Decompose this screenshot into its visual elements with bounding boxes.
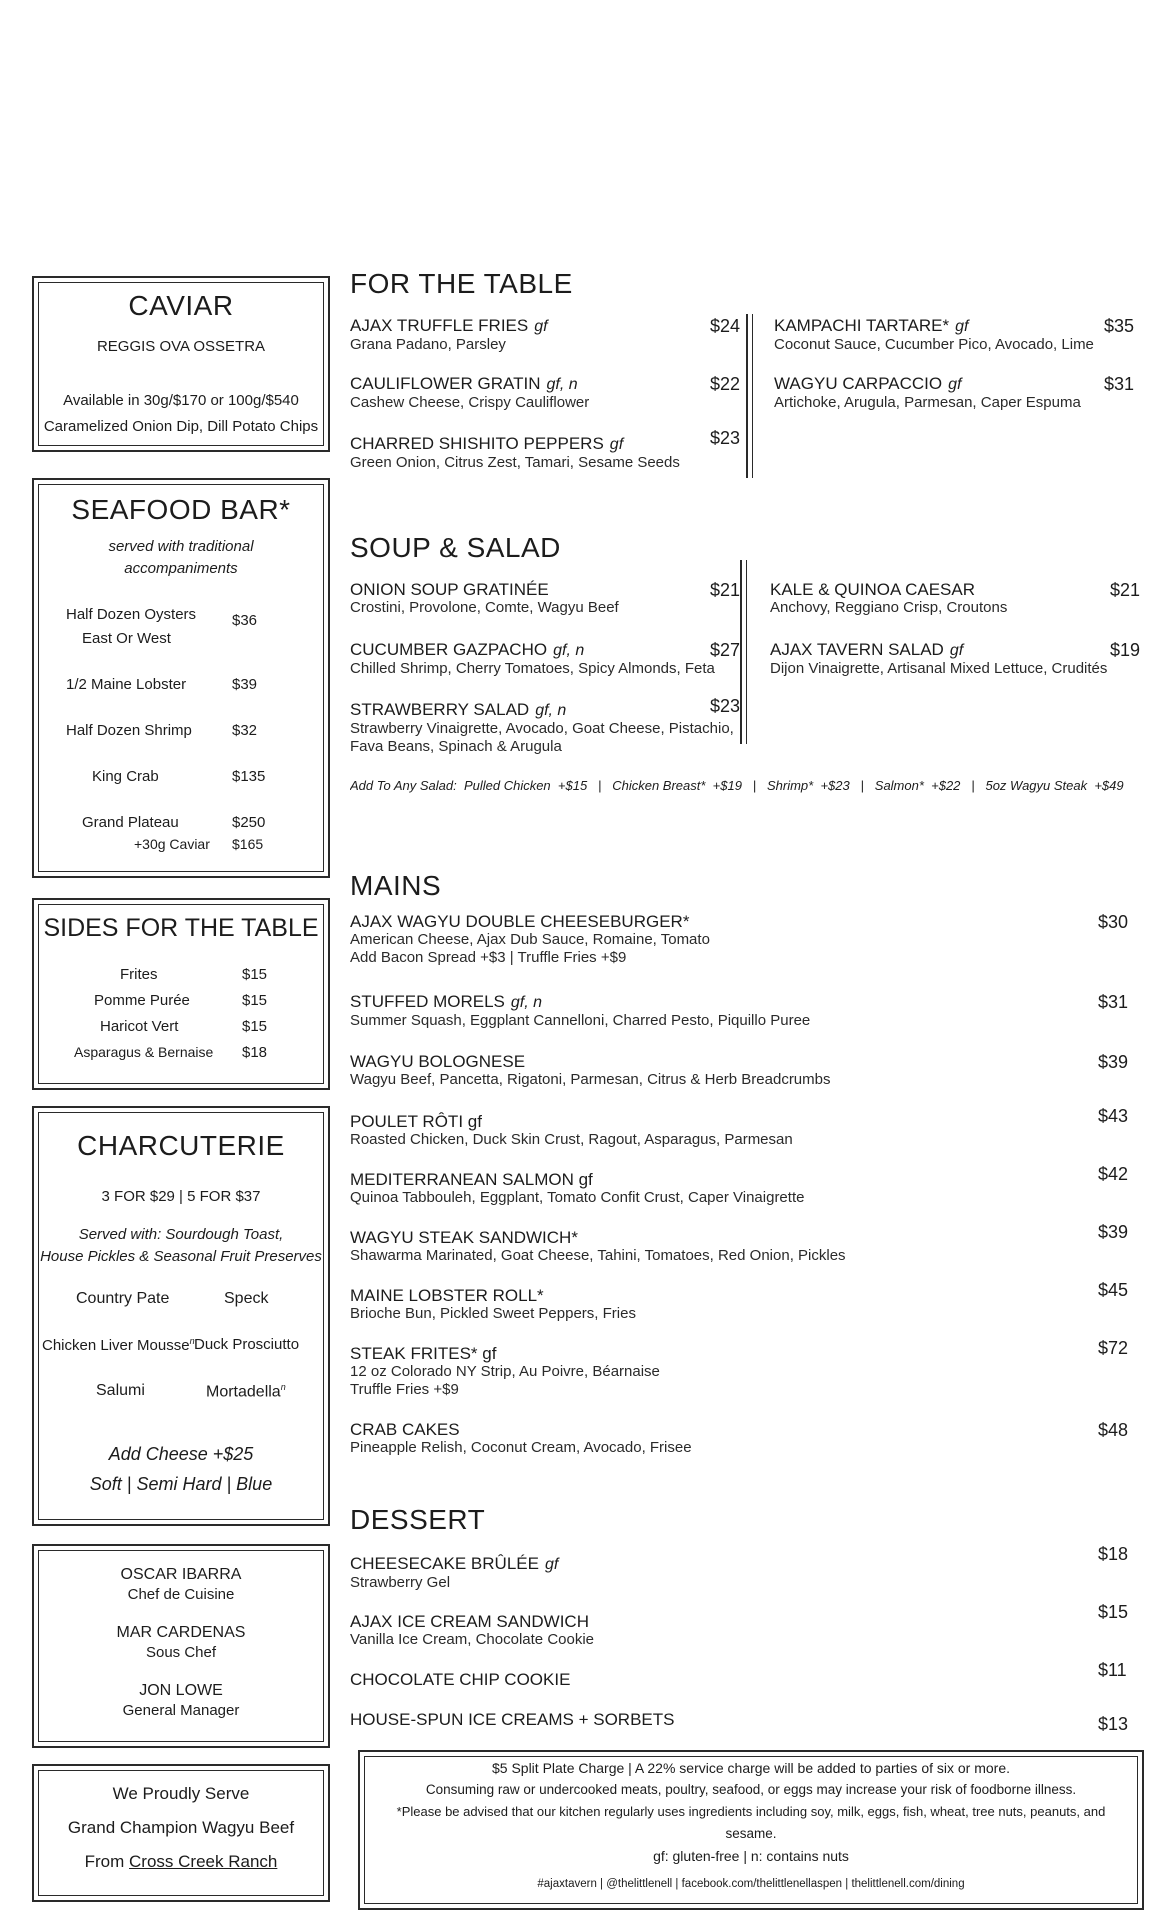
dessert-title: DESSERT [350,1504,486,1535]
item-desc: Green Onion, Citrus Zest, Tamari, Sesame Seeds [350,454,680,471]
sides-item-label: Pomme Purée [94,992,190,1009]
sides-title: SIDES FOR THE TABLE [43,914,319,942]
seafood-addon-label: +30g Caviar [134,836,210,852]
charcuterie-item [206,1382,286,1401]
seafood-title: SEAFOOD BAR* [71,494,291,525]
item-desc-2: Fava Beans, Spinach & Arugula [350,738,562,755]
footer-notice-box [358,1750,1144,1910]
diet-tag: gf, n [553,642,585,659]
item-name: AJAX ICE CREAM SANDWICH [350,1612,589,1631]
charcuterie-item: Duck Prosciutto [194,1336,300,1353]
menu-item [350,696,741,756]
item-name: AJAX TRUFFLE FRIES gf [350,316,548,335]
item-desc: Coconut Sauce, Cucumber Pico, Avocado, Lime [774,336,1094,353]
item-desc: Brioche Bun, Pickled Sweet Peppers, Fries [350,1305,636,1322]
item-name: AJAX WAGYU DOUBLE CHEESEBURGER* [350,912,690,931]
divider [752,314,753,478]
menu-item [774,374,1134,412]
menu-item [350,1544,1134,1592]
menu-item [350,992,1134,1030]
divider [740,560,742,744]
item-desc: Roasted Chicken, Duck Skin Crust, Ragout, Asparagus, Parmesan [350,1131,793,1148]
item-desc: Strawberry Gel [350,1574,451,1591]
item-name: CRAB CAKES [350,1420,460,1439]
footer-line-4: sesame. [725,1826,777,1841]
menu-item [770,640,1141,678]
sides-item-price: $15 [242,1018,268,1035]
item-price: $21 [1110,580,1141,600]
sides-item-price: $15 [242,992,268,1009]
item-desc: Shawarma Marinated, Goat Cheese, Tahini, Tomatoes, Red Onion, Pickles [350,1247,846,1264]
diet-tag: gf [609,436,624,453]
item-price: $11 [1098,1660,1127,1680]
salad-addons: Add To Any Salad: Pulled Chicken +$15 | Chicken Breast* +$19 | Shrimp* +$23 | Salmon* +$22 | 5oz Wagyu Steak +$49 [350,778,1124,793]
item-price: $30 [1098,912,1129,932]
footer-legend: gf: gluten-free | n: contains nuts [653,1848,849,1864]
item-desc: 12 oz Colorado NY Strip, Au Poivre, Béarnaise [350,1363,660,1380]
sides-item-label: Frites [120,966,158,983]
item-price: $45 [1098,1280,1129,1300]
item-price: $48 [1098,1420,1129,1440]
seafood-addon-price: $165 [232,836,264,852]
item-name: AJAX TAVERN SALAD gf [770,640,964,659]
diet-tag: gf [955,318,969,335]
item-price: $27 [710,640,741,660]
menu-item [350,1602,1134,1649]
item-name: POULET RÔTI gf [350,1112,482,1131]
menu-item [774,316,1134,354]
item-desc: American Cheese, Ajax Dub Sauce, Romaine, Tomato [350,931,710,948]
menu-item [350,1164,1134,1207]
item-desc: Quinoa Tabbouleh, Eggplant, Tomato Confit Crust, Caper Vinaigrette [350,1189,805,1206]
diet-tag: gf [948,376,962,393]
menu-item [350,1052,1134,1089]
item-price: $39 [1098,1052,1129,1072]
item-price: $72 [1098,1338,1129,1358]
item-price: $43 [1098,1106,1129,1126]
seafood-item-label: Half Dozen Oysters [66,606,197,623]
menu-item [350,1106,1134,1149]
caviar-title: CAVIAR [128,290,234,321]
soup-salad-title: SOUP & SALAD [350,532,561,563]
menu-item [350,1222,1134,1265]
charcuterie-item-label: Mortadella [206,1383,281,1401]
charcuterie-served-1: Served with: Sourdough Toast, [78,1226,284,1243]
menu-item [350,640,741,678]
item-desc: Artichoke, Arugula, Parmesan, Caper Espuma [774,394,1081,411]
diet-tag: gf, n [510,994,543,1011]
item-price: $13 [1098,1714,1129,1734]
menu-item [350,912,1134,967]
wagyu-box [32,1764,330,1902]
item-name: HOUSE-SPUN ICE CREAMS + SORBETS [350,1710,675,1729]
seafood-item-label-2: East Or West [82,630,171,647]
divider [746,560,747,744]
item-name: ONION SOUP GRATINÉE [350,580,549,599]
item-name: CHEESECAKE BRÛLÉE gf [350,1554,559,1573]
cross-creek-ranch-link[interactable]: Cross Creek Ranch [129,1852,278,1871]
charcuterie-cheese-types: Soft | Semi Hard | Blue [89,1474,273,1494]
item-desc: Cashew Cheese, Crispy Cauliflower [350,394,590,411]
item-desc: Dijon Vinaigrette, Artisanal Mixed Lettuce, Crudités [770,660,1108,677]
item-name: CUCUMBER GAZPACHO gf, n [350,640,585,659]
item-price: $21 [710,580,741,600]
item-desc: Grana Padano, Parsley [350,336,506,353]
item-price: $31 [1104,374,1135,394]
item-price: $23 [710,428,741,448]
seafood-item-price: $250 [232,814,266,831]
sides-item-price: $15 [242,966,268,983]
item-name: KAMPACHI TARTARE* gf [774,316,969,335]
menu-item [350,1710,1134,1734]
footer-line-2: Consuming raw or undercooked meats, poultry, seafood, or eggs may increase your risk of foodborne illness. [425,1782,1077,1797]
caviar-box [32,276,330,452]
staff-name: MAR CARDENAS [116,1624,246,1641]
item-name: STUFFED MORELS gf, n [350,992,543,1011]
staff-name: OSCAR IBARRA [120,1566,242,1583]
item-price: $31 [1098,992,1129,1012]
item-name: MAINE LOBSTER ROLL* [350,1286,544,1305]
item-price: $22 [710,374,741,394]
diet-tag: gf [534,318,548,335]
staff-role: Sous Chef [145,1644,217,1661]
footer-line-1: $5 Split Plate Charge | A 22% service charge will be added to parties of six or more. [491,1760,1011,1776]
nut-mark: n [189,1336,195,1346]
charcuterie-pricing: 3 FOR $29 | 5 FOR $37 [101,1188,261,1205]
staff-name: JON LOWE [139,1682,223,1699]
item-price: $23 [710,696,741,716]
item-price: $39 [1098,1222,1129,1242]
seafood-item-label: 1/2 Maine Lobster [66,676,187,693]
item-name: CHARRED SHISHITO PEPPERS gf [350,434,624,453]
menu-item [350,316,741,354]
seafood-note-1: served with traditional [108,538,254,555]
item-name: CHOCOLATE CHIP COOKIE [350,1670,571,1689]
item-desc: Anchovy, Reggiano Crisp, Croutons [770,599,1008,616]
charcuterie-item-label: Chicken Liver Mousse [42,1337,190,1354]
charcuterie-item [42,1336,195,1354]
charcuterie-item: Speck [224,1290,269,1307]
sides-item-price: $18 [242,1044,268,1061]
sides-item-label: Asparagus & Bernaise [74,1044,214,1060]
item-desc-2: Truffle Fries +$9 [350,1381,459,1398]
seafood-bar-box [32,478,330,878]
footer-line-3: *Please be advised that our kitchen regularly uses ingredients including soy, milk, eggs, fish, wheat, tree nuts, peanuts, and [396,1804,1106,1819]
staff-role: General Manager [122,1702,240,1719]
staff-role: Chef de Cuisine [127,1586,235,1603]
seafood-item-label: King Crab [92,768,159,785]
menu-item [770,580,1141,617]
item-name: MEDITERRANEAN SALMON gf [350,1170,593,1189]
diet-tag: gf, n [535,702,567,719]
charcuterie-box [32,1106,330,1526]
wagyu-line-2: Grand Champion Wagyu Beef [67,1818,295,1837]
menu-item [350,1338,1134,1399]
item-name: WAGYU CARPACCIO gf [774,374,962,393]
charcuterie-served-2: House Pickles & Seasonal Fruit Preserves [40,1248,322,1265]
menu-item [350,1420,1134,1457]
item-price: $18 [1098,1544,1129,1564]
wagyu-line-3 [34,1852,328,1872]
mains-title: MAINS [350,870,442,901]
charcuterie-cheese: Add Cheese +$25 [108,1444,254,1464]
item-desc: Chilled Shrimp, Cherry Tomatoes, Spicy Almonds, Feta [350,660,715,677]
seafood-note-2: accompaniments [124,560,238,577]
for-the-table-title: FOR THE TABLE [350,268,573,299]
seafood-item-label: Grand Plateau [82,814,179,831]
item-desc: Wagyu Beef, Pancetta, Rigatoni, Parmesan, Citrus & Herb Breadcrumbs [350,1071,831,1088]
menu-item [350,374,741,412]
seafood-item-price: $39 [232,676,258,693]
item-name: KALE & QUINOA CAESAR [770,580,976,599]
seafood-item-price: $36 [232,612,258,629]
diet-tag: gf, n [546,376,578,393]
caviar-line1: Available in 30g/$170 or 100g/$540 [63,392,299,409]
item-name: WAGYU STEAK SANDWICH* [350,1228,578,1247]
item-name: STRAWBERRY SALAD gf, n [350,700,567,719]
seafood-item-label: Half Dozen Shrimp [66,722,192,739]
diet-tag: gf [949,642,964,659]
item-price: $24 [710,316,741,336]
staff-box [32,1544,330,1748]
charcuterie-title: CHARCUTERIE [77,1130,285,1161]
item-desc: Pineapple Relish, Coconut Cream, Avocado, Frisee [350,1439,692,1456]
item-price: $19 [1110,640,1141,660]
charcuterie-item: Salumi [96,1382,145,1399]
menu-item [350,1660,1134,1689]
item-desc: Strawberry Vinaigrette, Avocado, Goat Cheese, Pistachio, [350,720,734,737]
seafood-item-price: $135 [232,768,266,785]
item-desc: Crostini, Provolone, Comte, Wagyu Beef [350,599,619,616]
caviar-subtitle: REGGIS OVA OSSETRA [96,338,266,355]
charcuterie-item: Country Pate [76,1290,170,1307]
caviar-line2: Caramelized Onion Dip, Dill Potato Chips [43,418,319,435]
nut-mark: n [280,1382,286,1392]
item-price: $15 [1098,1602,1129,1622]
diet-tag: gf [544,1556,559,1573]
item-price: $42 [1098,1164,1129,1184]
sides-item-label: Haricot Vert [100,1018,179,1035]
menu-item [350,580,741,617]
menu-item [350,428,741,472]
item-name: WAGYU BOLOGNESE [350,1052,526,1071]
item-name: STEAK FRITES* gf [350,1344,497,1363]
item-desc: Vanilla Ice Cream, Chocolate Cookie [350,1631,595,1648]
item-price: $35 [1104,316,1135,336]
item-desc: Summer Squash, Eggplant Cannelloni, Charred Pesto, Piquillo Puree [350,1012,811,1029]
item-desc-2: Add Bacon Spread +$3 | Truffle Fries +$9 [350,949,627,966]
seafood-item-price: $32 [232,722,258,739]
wagyu-line-3-prefix: From [84,1852,130,1871]
menu-item [350,1280,1134,1323]
divider [746,314,748,478]
wagyu-line-1: We Proudly Serve [112,1784,250,1803]
footer-social[interactable]: #ajaxtavern | @thelittlenell | facebook.com/thelittlenellaspen | thelittlenell.com/dining [537,1878,965,1890]
item-name: CAULIFLOWER GRATIN gf, n [350,374,578,393]
sides-box [32,898,330,1090]
